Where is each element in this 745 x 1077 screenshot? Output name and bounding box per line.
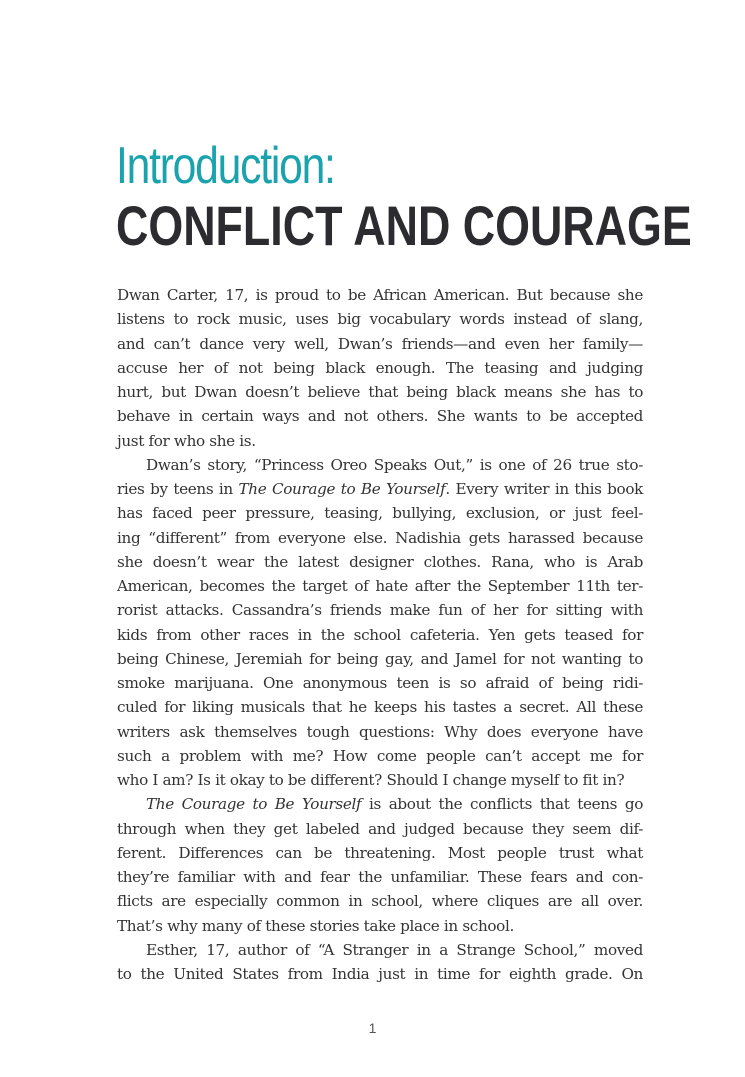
text-line: they’re familiar with and fear the unfamiliar. These fears and con- <box>117 868 643 886</box>
body-text <box>117 283 643 986</box>
paragraph <box>117 283 643 453</box>
text-line: who I am? Is it okay to be different? Should I change myself to fit in? <box>117 771 625 789</box>
book-title-italic: The Courage to Be Yourself <box>146 795 362 814</box>
paragraph <box>117 453 643 793</box>
text-line: culed for liking musicals that he keeps his tastes a secret. All these <box>117 698 643 717</box>
text-line: accuse her of not being black enough. The teasing and judging <box>117 358 643 377</box>
text-line: The Courage to Be Yourself is about the conflicts that teens go <box>146 795 644 814</box>
text-line: she doesn’t wear the latest designer clothes. Rana, who is Arab <box>117 552 643 571</box>
paragraph <box>117 938 643 987</box>
text-line: behave in certain ways and not others. She wants to be accepted <box>117 407 643 426</box>
text-line: has faced peer pressure, teasing, bullying, exclusion, or just feel- <box>117 504 643 523</box>
text-line: being Chinese, Jeremiah for being gay, and Jamel for not wanting to <box>117 649 643 668</box>
text-line: That’s why many of these stories take place in school. <box>117 916 514 935</box>
text-line: American, becomes the target of hate after the September 11th ter- <box>117 577 643 595</box>
text-line: through when they get labeled and judged because they seem dif- <box>117 819 643 838</box>
text-line: Esther, 17, author of “A Stranger in a Strange School,” moved <box>146 940 643 959</box>
text-line: ing “different” from everyone else. Nadishia gets harassed because <box>117 528 643 547</box>
text-line: and can’t dance very well, Dwan’s friends—and even her family— <box>117 334 643 353</box>
text-line: such a problem with me? How come people can’t accept me for <box>117 746 643 765</box>
text-line: flicts are especially common in school, where cliques are all over. <box>117 892 643 911</box>
book-title-italic: The Courage to Be Yourself <box>238 480 446 498</box>
text-line: smoke marijuana. One anonymous teen is so afraid of being ridi- <box>117 674 643 692</box>
text-line: kids from other races in the school cafeteria. Yen gets teased for <box>117 625 643 644</box>
chapter-heading <box>116 137 692 257</box>
paragraph <box>117 792 643 938</box>
text-line: Dwan’s story, “Princess Oreo Speaks Out,” is one of 26 true sto- <box>146 455 643 474</box>
text-line: Dwan Carter, 17, is proud to be African American. But because she <box>117 286 643 304</box>
text-line: ries by teens in The Courage to Be Yourself. Every writer in this book <box>117 480 643 498</box>
text-line: hurt, but Dwan doesn’t believe that being black means she has to <box>117 383 643 401</box>
page-number: 1 <box>368 1020 377 1036</box>
text-line: rorist attacks. Cassandra’s friends make fun of her for sitting with <box>117 601 643 620</box>
chapter-title: CONFLICT AND COURAGE <box>116 194 692 257</box>
text-line: listens to rock music, uses big vocabulary words instead of slang, <box>117 310 643 329</box>
text-line: just for who she is. <box>117 431 256 450</box>
chapter-label: Introduction: <box>116 137 335 195</box>
text-line: ferent. Differences can be threatening. Most people trust what <box>117 843 643 862</box>
text-line: writers ask themselves tough questions: Why does everyone have <box>117 722 643 741</box>
text-line: to the United States from India just in time for eighth grade. On <box>117 965 643 983</box>
